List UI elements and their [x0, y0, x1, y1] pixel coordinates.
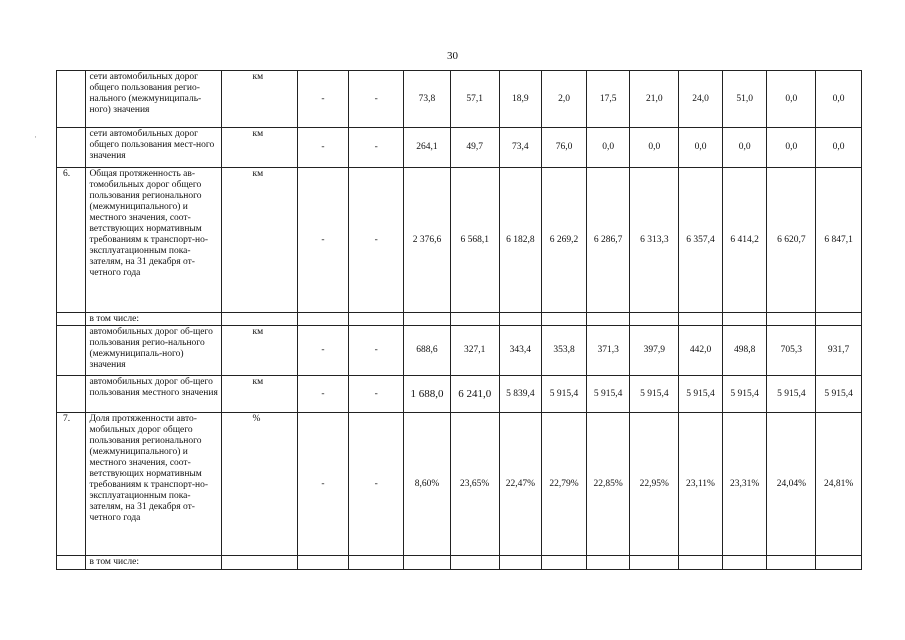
year-value-cell: 24,0: [679, 71, 723, 128]
year-value-cell: 5 915,4: [767, 376, 816, 413]
year-value-cell: 51,0: [722, 71, 767, 128]
row-index-cell: [57, 326, 86, 376]
year-value-cell: [630, 556, 679, 570]
row-index-cell: [57, 71, 86, 128]
base-value-cell: [297, 556, 349, 570]
year-value-cell: 6 313,3: [630, 168, 679, 313]
year-value-cell: [542, 313, 587, 326]
year-value-cell: [816, 556, 862, 570]
year-value-cell: 498,8: [722, 326, 767, 376]
table-body: [57, 71, 862, 570]
base-value-cell: -: [349, 326, 404, 376]
indicator-name-cell: сети автомобильных дорог общего пользования мест-ного значения: [86, 128, 222, 168]
row-index-cell: [57, 313, 86, 326]
year-value-cell: 22,85%: [586, 413, 630, 556]
year-value-cell: [630, 313, 679, 326]
table-row: [57, 313, 862, 326]
page-number: 30: [447, 50, 458, 62]
year-value-cell: [542, 556, 587, 570]
year-value-cell: 6 286,7: [586, 168, 630, 313]
row-index-cell: 7.: [57, 413, 86, 556]
unit-cell: км: [222, 128, 297, 168]
base-value-cell: [349, 556, 404, 570]
year-value-cell: 22,79%: [542, 413, 587, 556]
year-value-cell: [679, 556, 723, 570]
row-index-cell: [57, 556, 86, 570]
indicator-name-cell: автомобильных дорог об-щего пользования местного значения: [86, 376, 222, 413]
table-row: [57, 376, 862, 413]
indicator-name-cell: Общая протяженность ав-томобильных дорог общего пользования регионального (межмуниципального) и местного значения, соот-ветствующих нормативным требованиям к транспорт-но-эксплуатационным пока-зателям, на 31 декабря от-четного года: [86, 168, 222, 313]
indicator-name-cell: в том числе:: [86, 313, 222, 326]
year-value-cell: 5 915,4: [630, 376, 679, 413]
indicator-name-cell: автомобильных дорог об-щего пользования регио-нального (межмуниципаль-ного) значения: [86, 326, 222, 376]
year-value-cell: [404, 313, 451, 326]
table-row: [57, 326, 862, 376]
year-value-cell: 688,6: [404, 326, 451, 376]
year-value-cell: 343,4: [499, 326, 542, 376]
year-value-cell: [499, 313, 542, 326]
year-value-cell: 0,0: [816, 128, 862, 168]
unit-cell: [222, 556, 297, 570]
table-row: [57, 168, 862, 313]
year-value-cell: 5 915,4: [816, 376, 862, 413]
year-value-cell: 23,31%: [722, 413, 767, 556]
year-value-cell: 49,7: [450, 128, 499, 168]
year-value-cell: [450, 556, 499, 570]
base-value-cell: -: [297, 376, 349, 413]
year-value-cell: 6 182,8: [499, 168, 542, 313]
year-value-cell: [450, 313, 499, 326]
base-value-cell: -: [297, 413, 349, 556]
year-value-cell: 705,3: [767, 326, 816, 376]
unit-cell: км: [222, 168, 297, 313]
year-value-cell: 23,11%: [679, 413, 723, 556]
year-value-cell: 0,0: [816, 71, 862, 128]
year-value-cell: [767, 556, 816, 570]
year-value-cell: 6 414,2: [722, 168, 767, 313]
unit-cell: [222, 313, 297, 326]
year-value-cell: [767, 313, 816, 326]
year-value-cell: [816, 313, 862, 326]
base-value-cell: [349, 313, 404, 326]
year-value-cell: 6 568,1: [450, 168, 499, 313]
indicator-name-cell: в том числе:: [86, 556, 222, 570]
year-value-cell: 17,5: [586, 71, 630, 128]
year-value-cell: 57,1: [450, 71, 499, 128]
year-value-cell: 5 915,4: [722, 376, 767, 413]
year-value-cell: 327,1: [450, 326, 499, 376]
year-value-cell: 73,8: [404, 71, 451, 128]
row-index-cell: [57, 376, 86, 413]
indicator-name-cell: сети автомобильных дорог общего пользования регио-нального (межмуниципаль-ного) значения: [86, 71, 222, 128]
unit-cell: км: [222, 326, 297, 376]
year-value-cell: 353,8: [542, 326, 587, 376]
base-value-cell: -: [349, 376, 404, 413]
base-value-cell: -: [297, 71, 349, 128]
year-value-cell: 0,0: [586, 128, 630, 168]
year-value-cell: 6 847,1: [816, 168, 862, 313]
year-value-cell: 0,0: [767, 71, 816, 128]
year-value-cell: 22,95%: [630, 413, 679, 556]
year-value-cell: [586, 313, 630, 326]
year-value-cell: [404, 556, 451, 570]
table-row: [57, 413, 862, 556]
year-value-cell: [679, 313, 723, 326]
year-value-cell: 73,4: [499, 128, 542, 168]
year-value-cell: 442,0: [679, 326, 723, 376]
year-value-cell: 371,3: [586, 326, 630, 376]
year-value-cell: 264,1: [404, 128, 451, 168]
base-value-cell: [297, 313, 349, 326]
year-value-cell: 6 357,4: [679, 168, 723, 313]
year-value-cell: 0,0: [630, 128, 679, 168]
unit-cell: км: [222, 376, 297, 413]
year-value-cell: 24,81%: [816, 413, 862, 556]
indicator-name-cell: Доля протяженности авто-мобильных дорог общего пользования регионального (межмуниципального) и местного значения, соот-ветствующих нормативным требованиям к транспорт-но-эксплуатационным пока-зателям, на 31 декабря от-четного года: [86, 413, 222, 556]
year-value-cell: 21,0: [630, 71, 679, 128]
base-value-cell: -: [349, 71, 404, 128]
stray-mark: ·: [34, 132, 37, 142]
table-row: [57, 71, 862, 128]
base-value-cell: -: [297, 168, 349, 313]
year-value-cell: 22,47%: [499, 413, 542, 556]
year-value-cell: 2,0: [542, 71, 587, 128]
year-value-cell: [586, 556, 630, 570]
year-value-cell: 0,0: [722, 128, 767, 168]
year-value-cell: 5 915,4: [542, 376, 587, 413]
year-value-cell: [722, 556, 767, 570]
base-value-cell: -: [297, 326, 349, 376]
year-value-cell: 2 376,6: [404, 168, 451, 313]
base-value-cell: -: [349, 168, 404, 313]
year-value-cell: 6 269,2: [542, 168, 587, 313]
unit-cell: км: [222, 71, 297, 128]
year-value-cell: 76,0: [542, 128, 587, 168]
year-value-cell: 0,0: [767, 128, 816, 168]
year-value-cell: 0,0: [679, 128, 723, 168]
year-value-cell: 931,7: [816, 326, 862, 376]
base-value-cell: -: [297, 128, 349, 168]
unit-cell: %: [222, 413, 297, 556]
base-value-cell: -: [349, 413, 404, 556]
row-index-cell: 6.: [57, 168, 86, 313]
table-row: [57, 128, 862, 168]
year-value-cell: 18,9: [499, 71, 542, 128]
year-value-cell: [499, 556, 542, 570]
year-value-cell: [722, 313, 767, 326]
year-value-cell: 8,60%: [404, 413, 451, 556]
year-value-cell: 5 915,4: [586, 376, 630, 413]
year-value-cell: 5 839,4: [499, 376, 542, 413]
year-value-cell: 6 241,0: [450, 376, 499, 413]
table-row: [57, 556, 862, 570]
indicator-table: [56, 70, 862, 570]
row-index-cell: [57, 128, 86, 168]
year-value-cell: 24,04%: [767, 413, 816, 556]
year-value-cell: 6 620,7: [767, 168, 816, 313]
year-value-cell: 23,65%: [450, 413, 499, 556]
year-value-cell: 1 688,0: [404, 376, 451, 413]
year-value-cell: 397,9: [630, 326, 679, 376]
base-value-cell: -: [349, 128, 404, 168]
year-value-cell: 5 915,4: [679, 376, 723, 413]
